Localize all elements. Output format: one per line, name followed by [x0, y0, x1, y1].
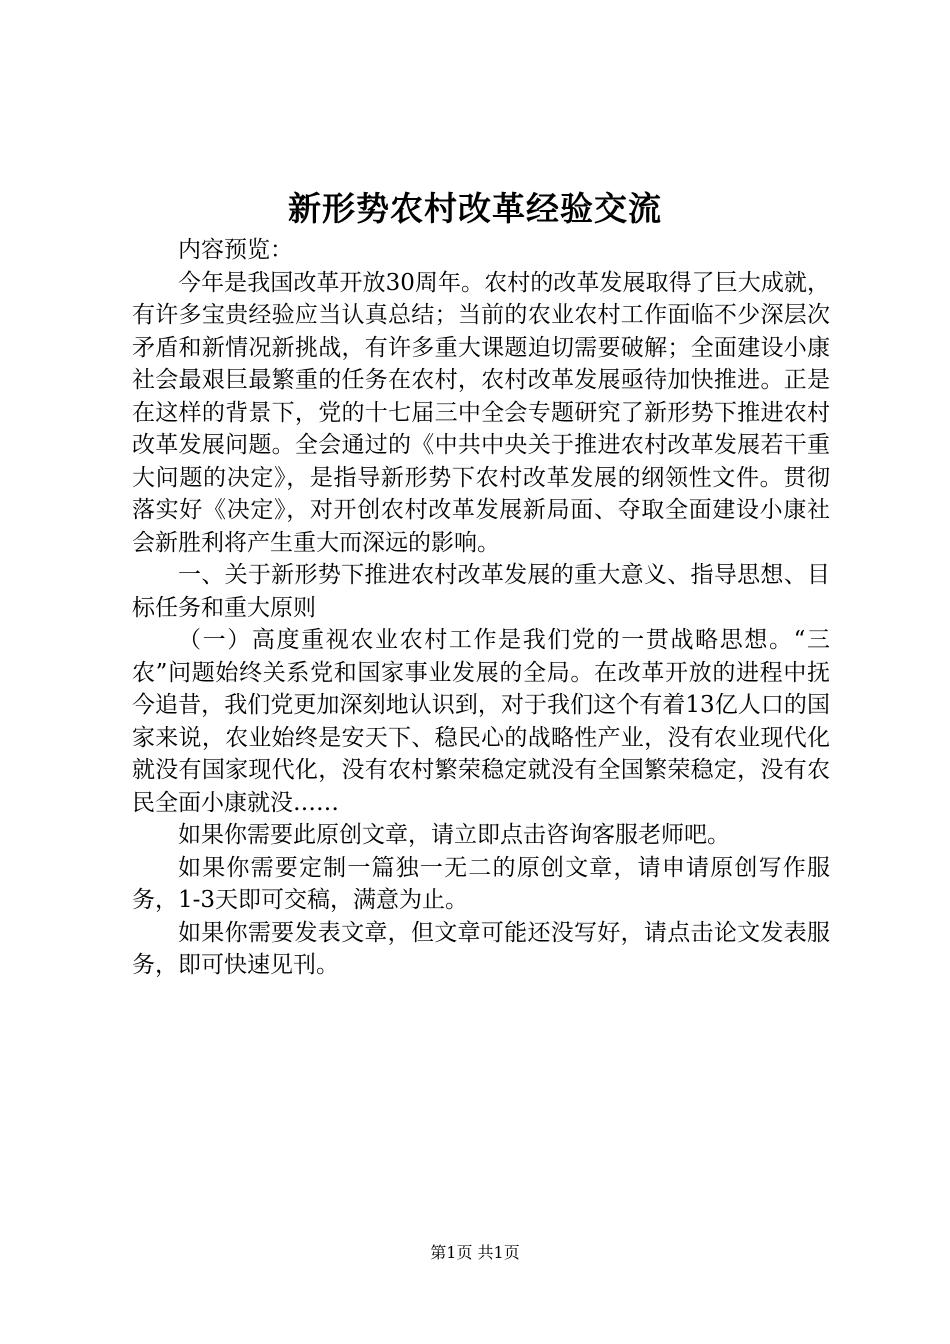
document-body — [132, 234, 830, 982]
body-paragraph-subsection: （一）高度重视农业农村工作是我们党的一贯战略思想。“三农”问题始终关系党和国家事业发展的全局。在改革开放的进程中抚今追昔，我们党更加深刻地认识到，对于我们这个有着13亿人口的国家来说，农业始终是安天下、稳民心的战略性产业，没有农业现代化就没有国家现代化，没有农村繁荣稳定就没有全国繁荣稳定，没有农民全面小康就没…… — [132, 627, 830, 816]
document-title: 新形势农村改革经验交流 — [288, 189, 662, 228]
promo-paragraph-consult: 如果你需要此原创文章，请立即点击咨询客服老师吧。 — [178, 822, 730, 848]
body-paragraph-intro: 今年是我国改革开放30周年。农村的改革发展取得了巨大成就，有许多宝贵经验应当认真总结；当前的农业农村工作面临不少深层次矛盾和新情况新挑战，有许多重大课题迫切需要破解；全面建设小康社会最艰巨最繁重的任务在农村，农村改革发展亟待加快推进。正是在这样的背景下，党的十七届三中全会专题研究了新形势下推进农村改革发展问题。全会通过的《中共中央关于推进农村改革发展若干重大问题的决定》，是指导新形势下农村改革发展的纲领性文件。贯彻落实好《决定》，对开创农村改革发展新局面、夺取全面建设小康社会新胜利将产生重大而深远的影响。 — [132, 269, 830, 556]
promo-paragraph-publish: 如果你需要发表文章，但文章可能还没写好，请点击论文发表服务，即可快速见刊。 — [132, 919, 830, 978]
section-heading: 一、关于新形势下推进农村改革发展的重大意义、指导思想、目标任务和重大原则 — [132, 562, 830, 621]
page-number-footer: 第1页 共1页 — [430, 1243, 520, 1262]
preview-label: 内容预览： — [178, 237, 293, 263]
promo-paragraph-custom: 如果你需要定制一篇独一无二的原创文章，请申请原创写作服务，1-3天即可交稿，满意为止。 — [132, 854, 830, 913]
